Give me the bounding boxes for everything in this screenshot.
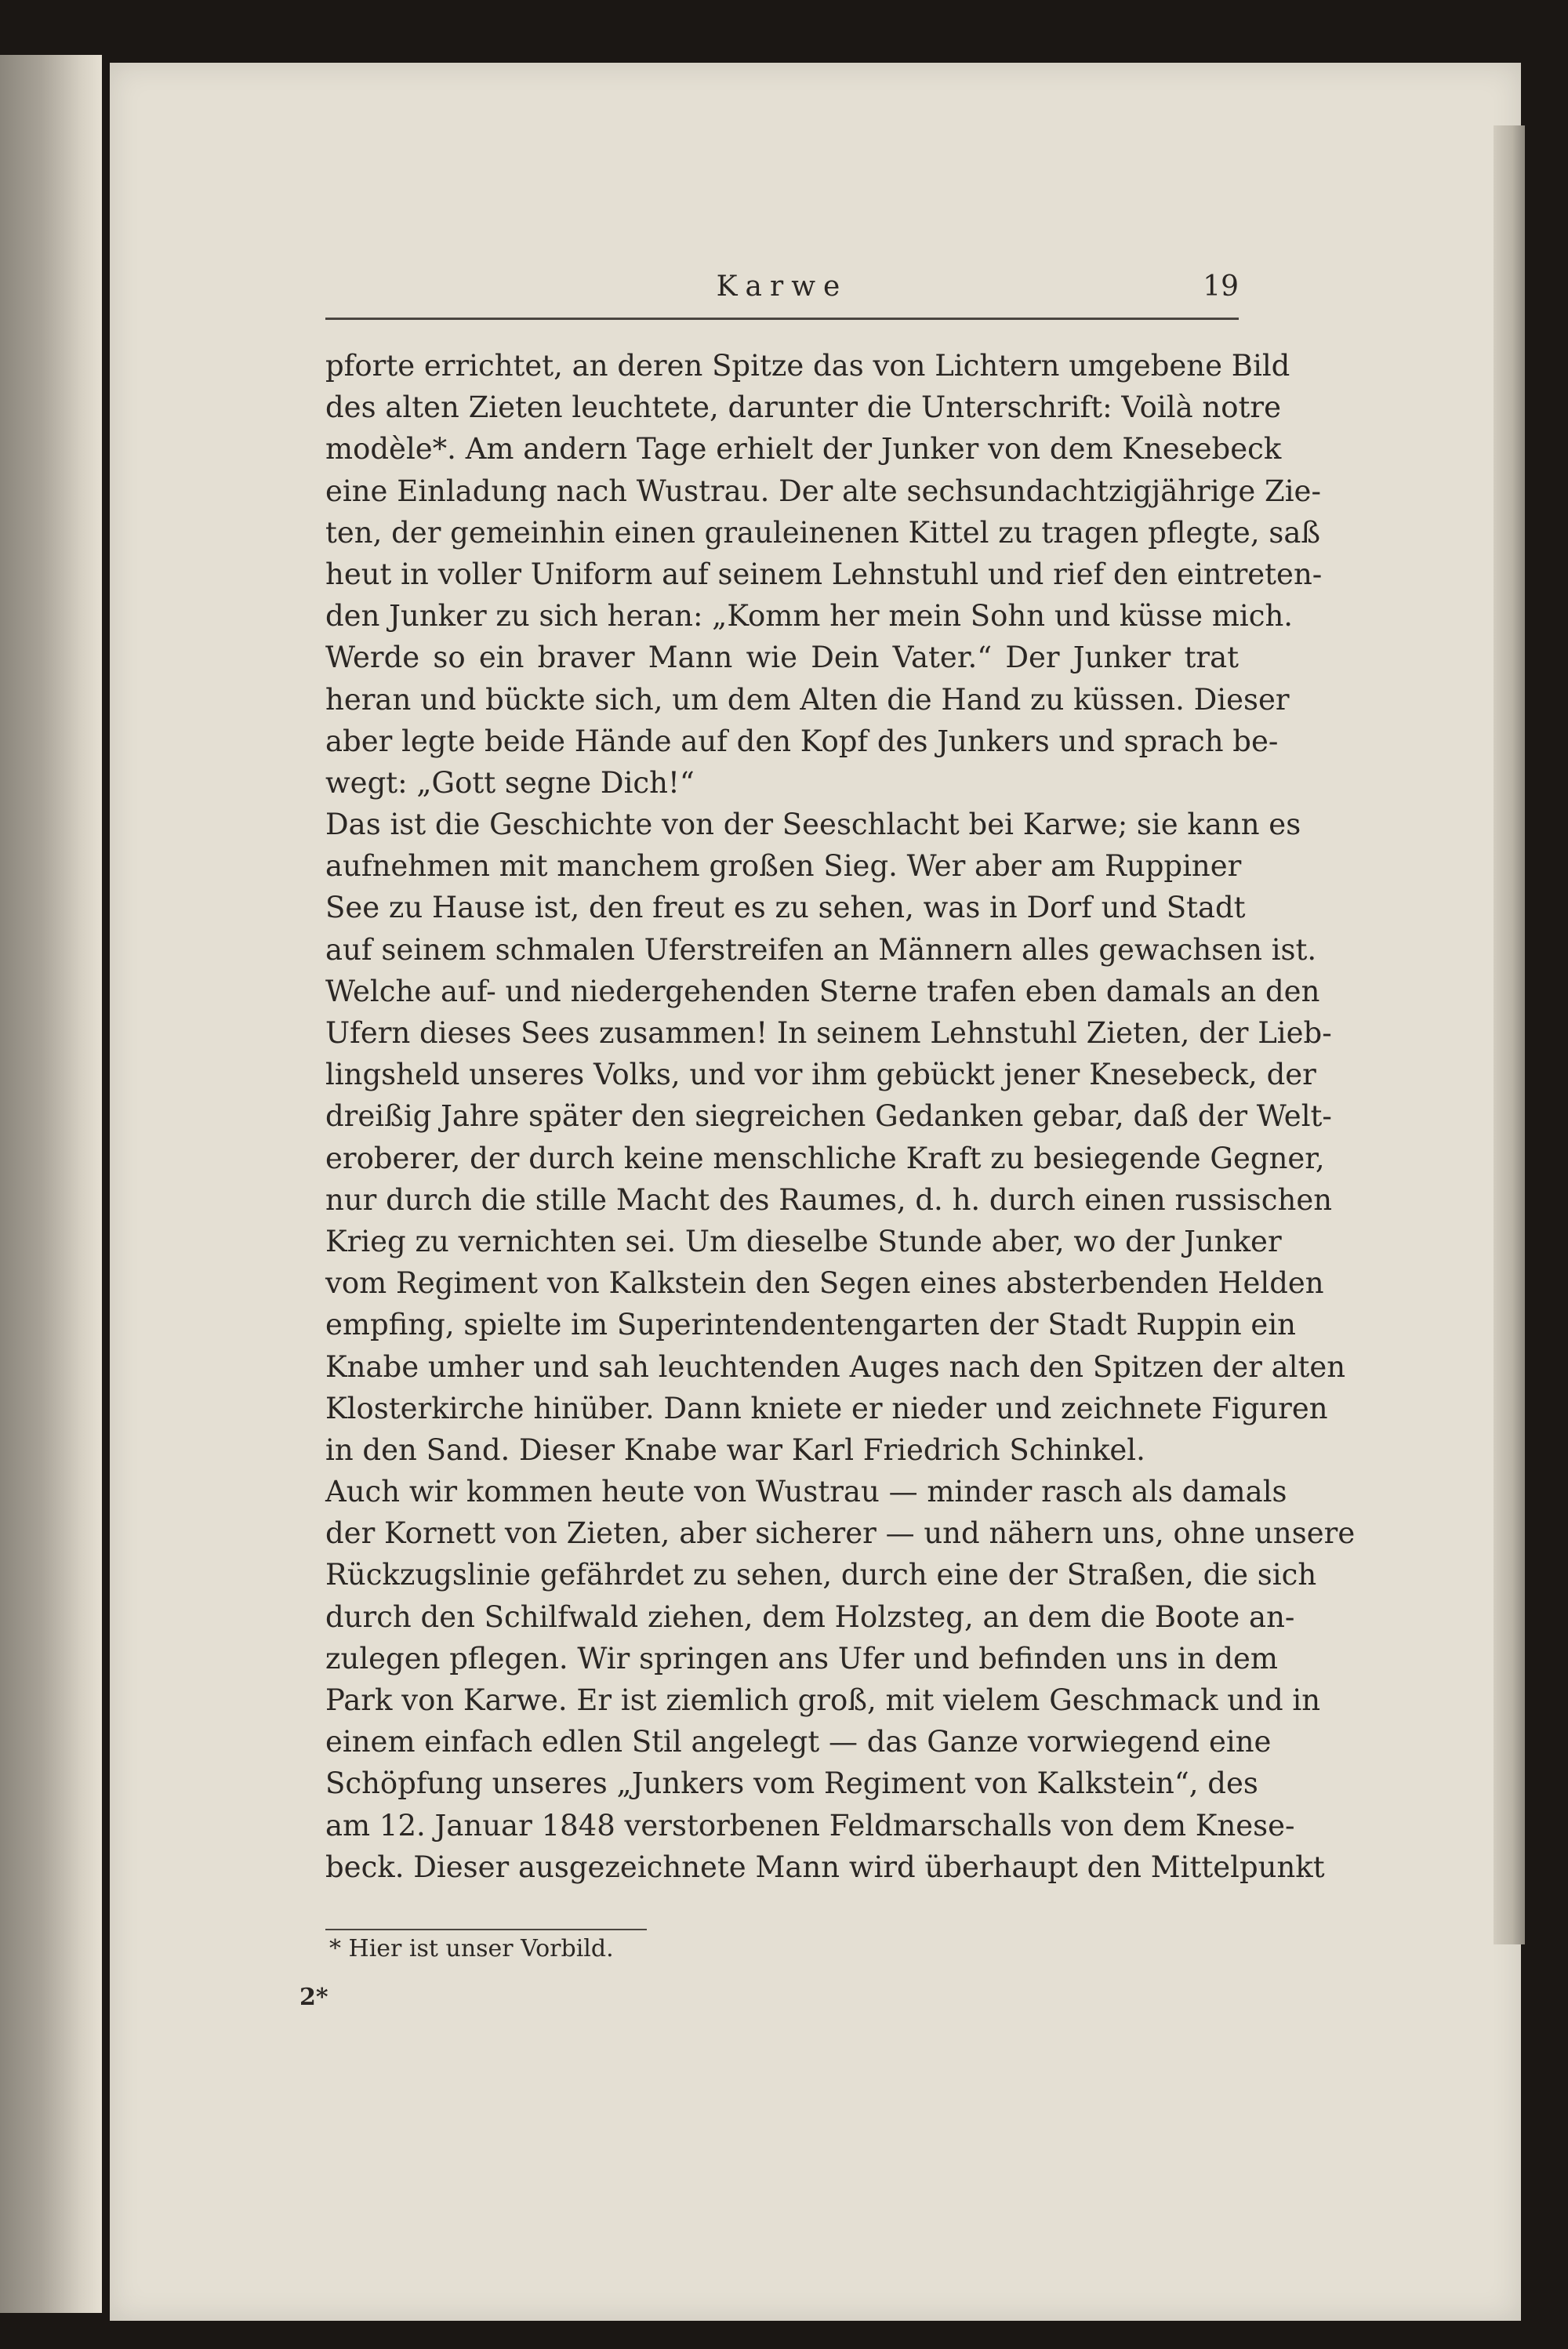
text-line: aber legte beide Hände auf den Kopf des Junkers und sprach be- — [325, 724, 1279, 758]
text-line: Welche auf- und niedergehenden Sterne trafen eben damals an den — [325, 974, 1320, 1008]
text-line: vom Regiment von Kalkstein den Segen eines absterbenden Helden — [325, 1266, 1324, 1301]
running-title: Karwe — [716, 270, 848, 303]
text-line: Das ist die Geschichte von der Seeschlacht bei Karwe; sie kann es — [325, 808, 1301, 842]
text-line: in den Sand. Dieser Knabe war Karl Friedrich Schinkel. — [325, 1432, 1145, 1467]
text-line: beck. Dieser ausgezeichnete Mann wird überhaupt den Mittelpunkt — [325, 1850, 1325, 1884]
footnote: * Hier ist unser Vorbild. — [329, 1935, 614, 1962]
text-line: aufnehmen mit manchem großen Sieg. Wer aber am Ruppiner — [325, 849, 1242, 884]
text-line: auf seinem schmalen Uferstreifen an Männern alles gewachsen ist. — [325, 932, 1317, 967]
text-line: den Junker zu sich heran: „Komm her mein Sohn und küsse mich. — [325, 599, 1294, 634]
text-line: des alten Zieten leuchtete, darunter die Unterschrift: Voilà notre — [325, 390, 1281, 425]
text-line: Werde so ein braver Mann wie Dein Vater.“ Der Junker trat — [325, 641, 1239, 675]
text-line: einem einfach edlen Stil angelegt — das Ganze vorwiegend eine — [325, 1725, 1272, 1759]
text-line: Klosterkirche hinüber. Dann kniete er nieder und zeichnete Figuren — [325, 1391, 1328, 1425]
page-number: 19 — [1203, 270, 1239, 303]
text-line: heran und bückte sich, um dem Alten die Hand zu küssen. Dieser — [325, 682, 1290, 717]
text-line: Knabe umher und sah leuchtenden Auges nach den Spitzen der alten — [325, 1349, 1346, 1384]
text-line: ten, der gemeinhin einen grauleinenen Kittel zu tragen pflegte, saß — [325, 515, 1321, 550]
body-text — [325, 345, 1356, 1888]
text-line: modèle*. Am andern Tage erhielt der Junker von dem Knesebeck — [325, 432, 1282, 467]
text-line: eine Einladung nach Wustrau. Der alte sechsundachtzigjährige Zie- — [325, 474, 1321, 508]
text-line: pforte errichtet, an deren Spitze das von Lichtern umgebene Bild — [325, 349, 1290, 383]
text-line: durch den Schilfwald ziehen, dem Holzsteg, an dem die Boote an- — [325, 1599, 1295, 1634]
text-line: nur durch die stille Macht des Raumes, d. h. durch einen russischen — [325, 1182, 1333, 1217]
text-line: wegt: „Gott segne Dich!“ — [325, 765, 695, 800]
text-line: Auch wir kommen heute von Wustrau — minder rasch als damals — [325, 1475, 1287, 1509]
text-line: lingsheld unseres Volks, und vor ihm gebückt jener Knesebeck, der — [325, 1058, 1316, 1092]
text-line: heut in voller Uniform auf seinem Lehnstuhl und rief den eintreten- — [325, 557, 1323, 591]
signature-mark: 2* — [299, 1984, 328, 2011]
text-line: Krieg zu vernichten sei. Um dieselbe Stunde aber, wo der Junker — [325, 1224, 1282, 1258]
text-line: am 12. Januar 1848 verstorbenen Feldmarschalls von dem Knese- — [325, 1808, 1295, 1843]
text-line: empfing, spielte im Superintendentengarten der Stadt Ruppin ein — [325, 1308, 1296, 1342]
footnote-rule — [325, 1929, 647, 1930]
text-line: zulegen pflegen. Wir springen ans Ufer und befinden uns in dem — [325, 1641, 1279, 1676]
text-line: eroberer, der durch keine menschliche Kraft zu besiegende Gegner, — [325, 1141, 1325, 1175]
text-line: Park von Karwe. Er ist ziemlich groß, mit vielem Geschmack und in — [325, 1683, 1321, 1717]
text-line: See zu Hause ist, den freut es zu sehen, was in Dorf und Stadt — [325, 891, 1246, 925]
running-head — [325, 270, 1239, 320]
text-line: Ufern dieses Sees zusammen! In seinem Lehnstuhl Zieten, der Lieb- — [325, 1016, 1332, 1050]
book-cover-edge — [0, 55, 102, 2313]
text-line: der Kornett von Zieten, aber sicherer — und nähern uns, ohne unsere — [325, 1516, 1356, 1551]
page-stack-edge — [1494, 125, 1525, 1944]
text-line: Schöpfung unseres „Junkers vom Regiment von Kalkstein“, des — [325, 1766, 1258, 1801]
text-line: dreißig Jahre später den siegreichen Gedanken gebar, daß der Welt- — [325, 1099, 1332, 1134]
text-line: Rückzugslinie gefährdet zu sehen, durch eine der Straßen, die sich — [325, 1558, 1317, 1592]
